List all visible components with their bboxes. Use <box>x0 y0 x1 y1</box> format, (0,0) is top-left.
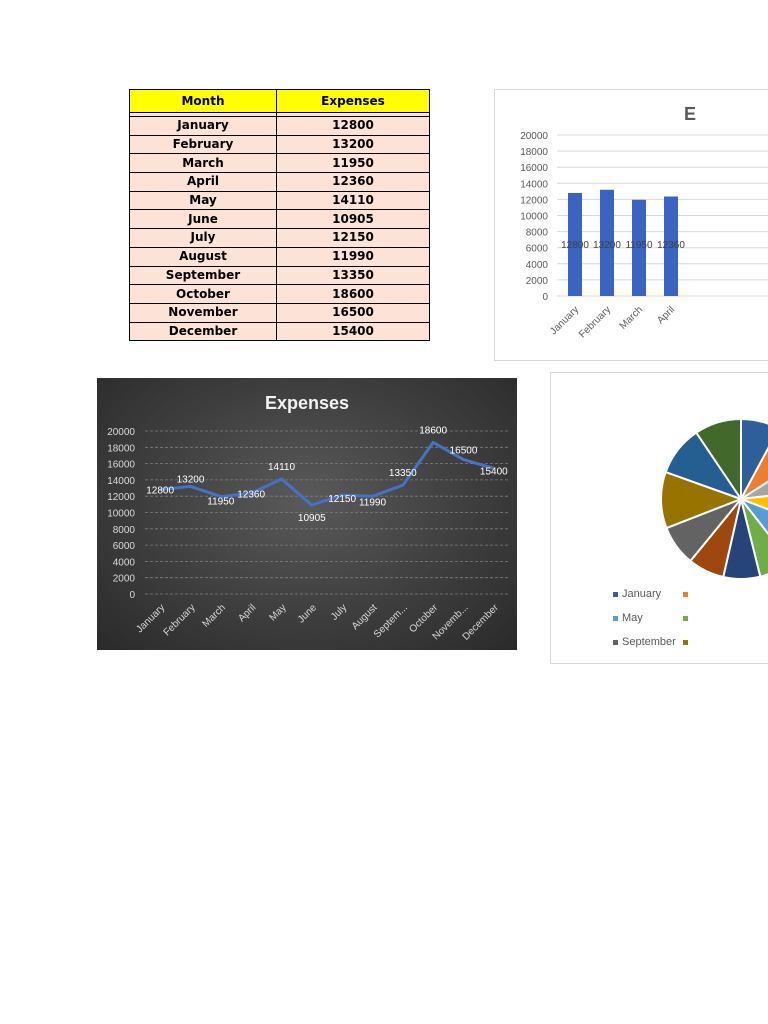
month-cell: November <box>130 303 277 322</box>
data-label: 12360 <box>657 240 685 251</box>
data-label: 13350 <box>388 468 417 480</box>
legend-label: January <box>622 588 662 600</box>
expense-cell: 18600 <box>277 285 430 304</box>
line-chart <box>97 378 517 650</box>
month-cell: May <box>130 191 277 210</box>
legend-swatch <box>683 616 688 621</box>
y-tick-label: 2000 <box>525 275 548 287</box>
x-tick-label: January <box>548 304 582 338</box>
legend-swatch <box>683 640 688 645</box>
x-tick-label: March <box>200 602 228 630</box>
month-cell: June <box>130 210 277 229</box>
table-row <box>130 229 430 248</box>
y-tick-label: 4000 <box>112 557 135 569</box>
x-tick-label: July <box>328 602 350 623</box>
table-row <box>130 154 430 173</box>
x-tick-label: February <box>577 304 614 341</box>
month-cell: August <box>130 247 277 266</box>
y-tick-label: 6000 <box>112 541 135 553</box>
data-label: 11990 <box>358 497 387 509</box>
legend-swatch <box>613 616 618 621</box>
table-body <box>130 113 430 341</box>
y-tick-label: 14000 <box>520 179 548 191</box>
data-label: 12150 <box>328 493 357 505</box>
y-tick-label: 12000 <box>520 195 548 207</box>
expense-cell: 10905 <box>277 210 430 229</box>
y-tick-label: 10000 <box>520 211 548 223</box>
y-tick-label: 18000 <box>520 147 548 159</box>
x-tick-label: December <box>460 602 501 643</box>
x-tick-label: January <box>134 602 168 636</box>
y-tick-label: 8000 <box>525 227 548 239</box>
data-label: 13200 <box>176 474 205 486</box>
data-label: 11950 <box>207 496 235 508</box>
y-tick-label: 12000 <box>107 492 135 504</box>
month-cell: December <box>130 322 277 341</box>
bar-chart-frame <box>494 89 768 361</box>
data-label: 10905 <box>297 513 326 525</box>
chart-title: E <box>684 104 697 124</box>
data-label: 16500 <box>449 445 478 457</box>
y-tick-label: 8000 <box>112 524 135 536</box>
table-row <box>130 303 430 322</box>
month-cell: February <box>130 135 277 154</box>
x-tick-label: Septem... <box>371 602 410 641</box>
pie-chart-frame <box>550 372 768 664</box>
month-cell: April <box>130 173 277 192</box>
table-row <box>130 210 430 229</box>
expense-cell: 12800 <box>277 117 430 136</box>
line-chart-frame <box>97 378 517 650</box>
y-tick-label: 4000 <box>525 259 548 271</box>
y-tick-label: 16000 <box>107 459 135 471</box>
table-header-row <box>130 90 430 113</box>
month-cell: October <box>130 285 277 304</box>
table-row <box>130 247 430 266</box>
month-cell: September <box>130 266 277 285</box>
data-label: 12800 <box>561 240 589 251</box>
data-label: 12800 <box>146 485 175 497</box>
legend-swatch <box>683 592 688 597</box>
expenses-table <box>129 89 430 341</box>
x-tick-label: April <box>236 602 259 625</box>
expense-cell: 14110 <box>277 191 430 210</box>
legend-label: September <box>622 636 676 648</box>
expense-cell: 13200 <box>277 135 430 154</box>
x-tick-label: April <box>655 304 678 327</box>
expense-cell: 12150 <box>277 229 430 248</box>
x-tick-label: March <box>617 304 646 332</box>
x-tick-label: February <box>161 602 198 639</box>
x-tick-label: May <box>267 602 289 624</box>
data-label: 15400 <box>479 466 508 478</box>
table-row <box>130 322 430 341</box>
expense-cell: 13350 <box>277 266 430 285</box>
table-row <box>130 266 430 285</box>
x-tick-label: August <box>349 602 380 633</box>
chart-title: Expenses <box>264 393 350 413</box>
y-tick-label: 0 <box>129 590 135 601</box>
legend-swatch <box>613 592 618 597</box>
x-tick-label: Novemb... <box>430 602 471 643</box>
expense-cell: 12360 <box>277 173 430 192</box>
y-tick-label: 0 <box>542 292 548 303</box>
table-row <box>130 117 430 136</box>
y-tick-label: 6000 <box>525 243 548 255</box>
header-month: Month <box>130 90 277 113</box>
data-label: 11950 <box>625 240 653 251</box>
x-tick-label: October <box>407 602 441 636</box>
y-tick-label: 10000 <box>107 508 135 520</box>
y-tick-label: 16000 <box>520 163 548 175</box>
legend-swatch <box>613 640 618 645</box>
header-expenses: Expenses <box>277 90 430 113</box>
y-tick-label: 14000 <box>107 475 135 487</box>
expense-cell: 16500 <box>277 303 430 322</box>
bar-chart <box>495 90 768 360</box>
data-label: 14110 <box>267 462 296 474</box>
y-tick-label: 20000 <box>520 131 548 142</box>
table-row <box>130 135 430 154</box>
table-row <box>130 191 430 210</box>
expense-cell: 11990 <box>277 247 430 266</box>
data-label: 12360 <box>237 489 266 501</box>
y-tick-label: 20000 <box>107 427 135 438</box>
expense-cell: 11950 <box>277 154 430 173</box>
y-tick-label: 18000 <box>107 443 135 455</box>
month-cell: March <box>130 154 277 173</box>
legend-label: May <box>622 612 643 624</box>
y-tick-label: 2000 <box>112 573 135 585</box>
table-row <box>130 173 430 192</box>
data-label: 18600 <box>419 425 448 437</box>
month-cell: January <box>130 117 277 136</box>
data-label: 13200 <box>593 240 621 251</box>
pie-chart <box>551 373 768 663</box>
table-row <box>130 285 430 304</box>
x-tick-label: June <box>295 602 319 626</box>
expense-cell: 15400 <box>277 322 430 341</box>
month-cell: July <box>130 229 277 248</box>
